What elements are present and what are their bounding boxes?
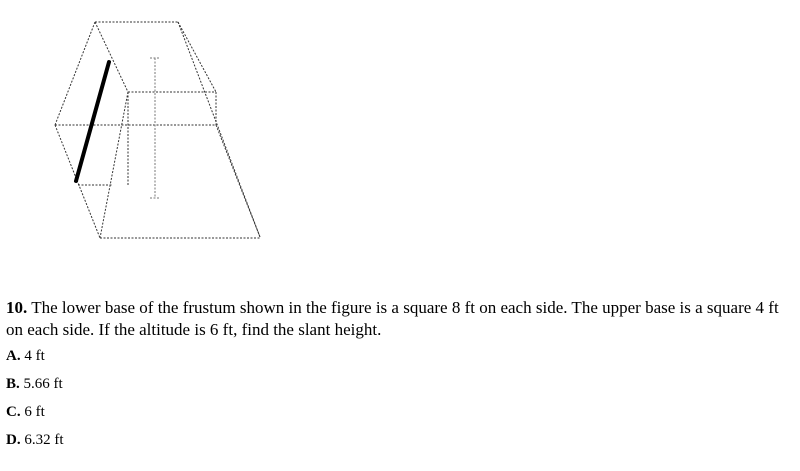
question-text xyxy=(6,297,796,341)
choice-text: 6 ft xyxy=(24,404,45,420)
edge-upper-front xyxy=(178,22,216,92)
choice-text: 5.66 ft xyxy=(23,376,63,392)
edge-upper-back xyxy=(95,22,128,92)
question-body: The lower base of the frustum shown in the figure is a square 8 ft on each side. The upper base is a square 4 ft on each side. If the altitude is 6 ft, find the slant height. xyxy=(6,298,779,339)
edge-inner-diagonal xyxy=(100,92,128,238)
choice-b xyxy=(6,375,63,393)
edge-left-upper xyxy=(55,22,95,125)
altitude-line xyxy=(150,58,160,198)
choice-d xyxy=(6,431,64,449)
choice-letter: D. xyxy=(6,432,21,448)
choice-a xyxy=(6,347,45,365)
choice-letter: A. xyxy=(6,348,21,364)
choice-text: 6.32 ft xyxy=(24,432,64,448)
slant-height-segment xyxy=(76,62,109,181)
choice-text: 4 ft xyxy=(24,348,45,364)
question-number: 10. xyxy=(6,298,28,317)
choice-letter: C. xyxy=(6,404,21,420)
frustum-outline xyxy=(55,22,260,238)
choice-c xyxy=(6,403,45,421)
choice-letter: B. xyxy=(6,376,20,392)
edge-front-lower xyxy=(216,125,260,237)
